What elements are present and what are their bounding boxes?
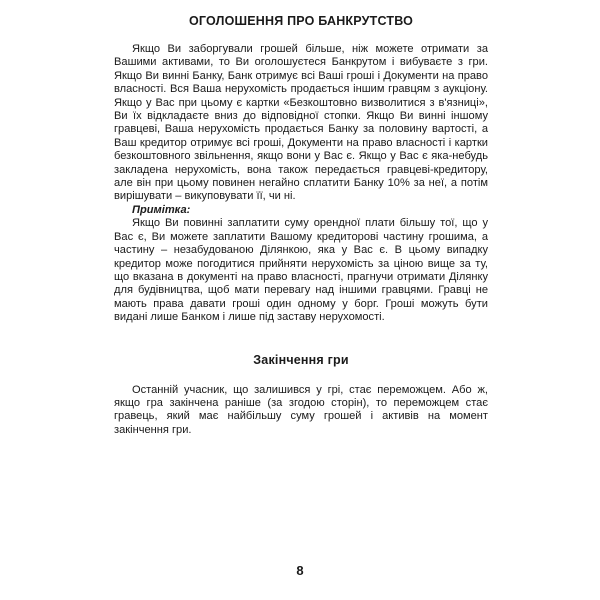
page-number: 8 [296,563,304,578]
page-content [114,14,488,437]
note-label: Примітка: [132,203,191,216]
bankruptcy-paragraph: Якщо Ви заборгували грошей більше, ніж можете отримати за Вашими активами, то Ви оголошуєтеся Банкрутом і вибуваєте з гри. Якщо Ви винні Банку, Банк отримує всі Ваші гроші і Документи на право власності. Вся Ваша нерухомість продається іншим гравцям з аукціону. Якщо у Вас при цьому є картки «Безкоштовно визволитися з в'язниці», Ви їх відкладаєте вниз до відповідної стопки. Якщо Ви винні іншому гравцеві, Ваша нерухомість продається Банку за половину вартості, а Ваш кредитор отримує всі гроші, Документи на право власності і картки безкоштовного звільнення, якщо вони у Вас є. Якщо у Вас є яка-небудь закладена нерухомість, вона також передається гравцеві-кредитору, але він при цьому повинен негайно сплатити Банку 10% за неї, а потім вирішувати – викуповувати її, чи ні. [114,43,488,203]
game-end-heading: Закінчення гри [253,352,349,367]
game-end-paragraph: Останній учасник, що залишився у грі, стає переможцем. Або ж, якщо гра закінчена раніше (за згодою сторін), то переможцем стає гравець, який має найбільшу суму грошей і активів на момент закінчення гри. [114,383,488,436]
bankruptcy-heading: ОГОЛОШЕННЯ ПРО БАНКРУТСТВО [188,14,414,28]
note-paragraph: Якщо Ви повинні заплатити суму орендної плати більшу тої, що у Вас є, Ви можете заплатити Вашому кредиторові частину грошима, а частину – незабудованою Ділянкою, яка у Вас є. В цьому випадку кредитор може погодитися прийняти нерухомість за ціною вище за ту, що вказана в документі на право власності, прагнучи отримати Ділянку для будівництва, щоб мати перевагу над іншими гравцями. Гравці не мають права давати гроші один одному у борг. Гроші можуть бути видані лише Банком і лише під заставу нерухомості. [114,217,488,324]
